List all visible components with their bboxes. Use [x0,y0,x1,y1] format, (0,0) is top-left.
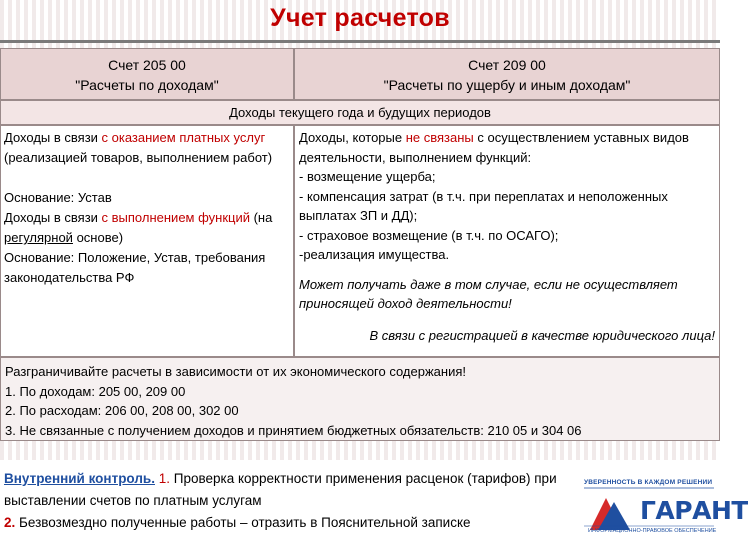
left-column-income-205 [0,125,294,357]
basis-charter: Основание: Устав [4,190,112,205]
header-account-205-number: Счет 205 00 [108,57,186,73]
internal-control-block [4,468,574,534]
subheader-income-periods: Доходы текущего года и будущих периодов [0,100,720,125]
header-account-209-number: Счет 209 00 [468,57,546,73]
internal-control-label: Внутренний контроль. [4,471,155,486]
control-item-2-text: Безвозмездно полученные работы – отразить в Пояснительной записке [15,515,471,530]
list-item: - компенсация затрат (в т.ч. при переплатах и неположенных выплатах ЗП и ДД); [299,188,668,223]
header-account-205 [0,48,294,100]
guidance-intro: Разграничивайте расчеты в зависимости от их экономического содержания! [5,364,466,379]
header-account-209-name: "Расчеты по ущербу и иным доходам" [383,77,631,93]
regular-underline: регулярной [4,230,73,245]
title-divider [0,40,720,43]
list-item: 1. По доходам: 205 00, 209 00 [5,383,186,399]
control-item-1-text: Проверка корректности применения расценок (тарифов) при выставлении счетов по платным услугам [4,471,557,508]
paid-services-highlight: с оказанием платных услуг [101,130,266,145]
list-item: 3. Не связанные с получением доходов и принятием бюджетных обязательств: 210 05 и 304 06 [5,422,582,438]
slide-title: Учет расчетов [270,4,450,32]
logo-tagline: ИНФОРМАЦИОННО-ПРАВОВОЕ ОБЕСПЕЧЕНИЕ [588,528,717,534]
logo-slogan: УВЕРЕННОСТЬ В КАЖДОМ РЕШЕНИИ [584,479,713,486]
guidance-block [0,357,720,441]
logo-brand: ГАРАНТ [640,496,748,525]
basis-regulation: Основание: Положение, Устав, требования законодательства РФ [4,250,266,285]
note-legal-entity: В связи с регистрацией в качестве юридического лица! [369,327,715,343]
list-item: - страховое возмещение (в т.ч. по ОСАГО); [299,227,559,243]
income-paid-services: Доходы в связи с оказанием платных услуг (реализацией товаров, выполнением работ) [4,130,273,165]
list-item: 2. По расходам: 206 00, 208 00, 302 00 [5,403,239,418]
not-related-highlight: не связаны [405,130,474,145]
income-functions: Доходы в связи с выполнением функций (на регулярной основе) [4,210,273,245]
list-item: - возмещение ущерба; [299,169,436,184]
control-item-2-number: 2. [4,515,16,530]
header-account-209 [294,48,720,100]
header-account-205-name: "Расчеты по доходам" [75,77,219,93]
income-unrelated-intro: Доходы, которые не связаны с осуществлением уставных видов деятельности, выполнением функций: [299,130,689,165]
control-item-1-number: 1. [154,471,170,486]
list-item: -реализация имущества. [299,247,450,262]
functions-highlight: с выполнением функций [101,210,250,225]
right-column-income-209 [294,125,720,357]
note-even-without-income: Может получать даже в том случае, если не осуществляет приносящей доход деятельности! [299,276,678,311]
